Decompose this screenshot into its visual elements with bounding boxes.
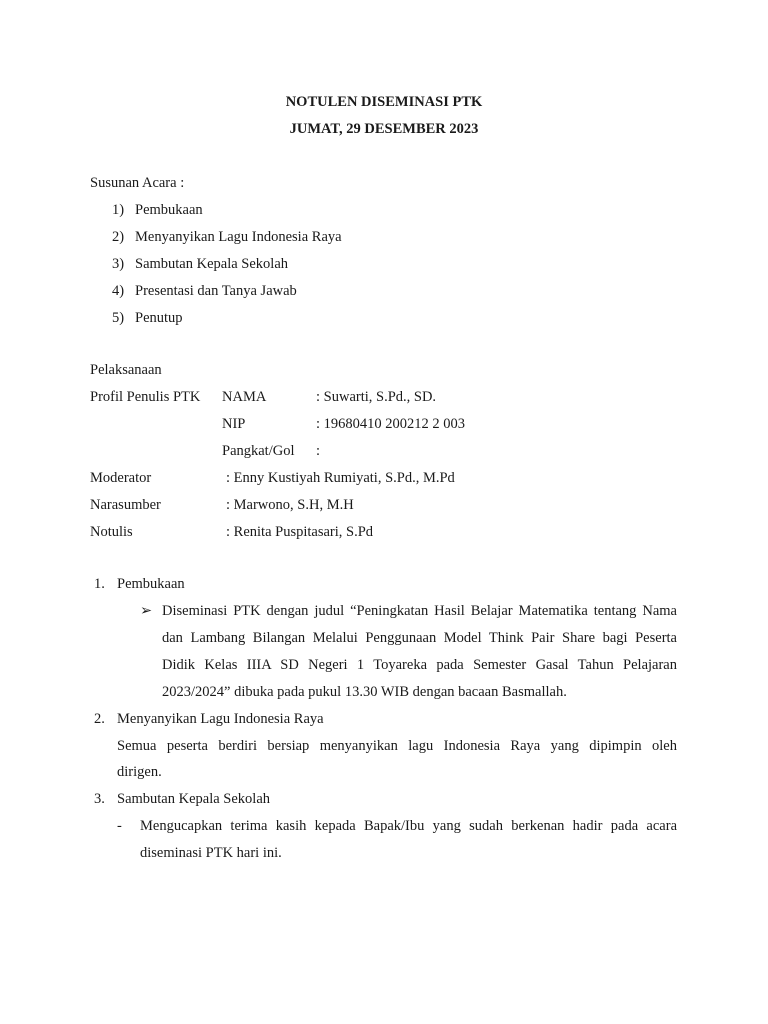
section-number: 3.: [94, 791, 105, 807]
agenda-item-text: Pembukaan: [135, 202, 203, 218]
section-paragraph-line: dirigen.: [117, 764, 162, 780]
section-title: Sambutan Kepala Sekolah: [117, 791, 271, 807]
agenda-item-number: 4): [112, 283, 125, 299]
agenda-item-number: 1): [112, 202, 125, 218]
profil-label: Profil Penulis PTK: [90, 389, 201, 405]
agenda-item-text: Presentasi dan Tanya Jawab: [135, 283, 297, 299]
nama-value: : Suwarti, S.Pd., SD.: [316, 389, 437, 405]
section-title: Menyanyikan Lagu Indonesia Raya: [117, 711, 324, 727]
dash-bullet-icon: -: [117, 818, 122, 834]
agenda-item-number: 3): [112, 256, 125, 272]
notulis-value: : Renita Puspitasari, S.Pd: [226, 524, 374, 540]
pelaksanaan-label: Pelaksanaan: [90, 362, 162, 378]
section-paragraph-line: Semua peserta berdiri bersiap menyanyikan lagu Indonesia Raya yang dipimpin oleh: [117, 738, 677, 754]
section-paragraph-line: dan Lambang Bilangan Melalui Penggunaan Model Think Pair Share bagi Peserta: [162, 630, 677, 646]
section-paragraph-line: Mengucapkan terima kasih kepada Bapak/Ibu yang sudah berkenan hadir pada acara: [140, 818, 677, 834]
agenda-item-text: Sambutan Kepala Sekolah: [135, 256, 289, 272]
narasumber-label: Narasumber: [90, 497, 161, 513]
notulis-label: Notulis: [90, 524, 133, 540]
arrow-bullet-icon: ➢: [140, 603, 153, 619]
narasumber-value: : Marwono, S.H, M.H: [226, 497, 354, 513]
pangkat-value: :: [316, 443, 321, 459]
pangkat-label: Pangkat/Gol: [222, 443, 295, 459]
section-paragraph-line: Diseminasi PTK dengan judul “Peningkatan Hasil Belajar Matematika tentang Nama: [162, 603, 677, 619]
section-paragraph-line: 2023/2024” dibuka pada pukul 13.30 WIB dengan bacaan Basmallah.: [162, 684, 567, 700]
agenda-item-text: Menyanyikan Lagu Indonesia Raya: [135, 229, 342, 245]
agenda-item-number: 2): [112, 229, 125, 245]
nip-value: : 19680410 200212 2 003: [316, 416, 466, 432]
nama-label: NAMA: [222, 389, 267, 405]
agenda-item-number: 5): [112, 310, 125, 326]
section-number: 1.: [94, 576, 105, 592]
section-paragraph-line: Didik Kelas IIIA SD Negeri 1 Toyareka pada Semester Gasal Tahun Pelajaran: [162, 657, 677, 673]
document-title: NOTULEN DISEMINASI PTK: [285, 94, 483, 110]
document-date: JUMAT, 29 DESEMBER 2023: [289, 121, 479, 137]
section-paragraph-line: diseminasi PTK hari ini.: [140, 845, 282, 861]
agenda-item-text: Penutup: [135, 310, 183, 326]
nip-label: NIP: [222, 416, 246, 432]
moderator-value: : Enny Kustiyah Rumiyati, S.Pd., M.Pd: [226, 470, 455, 486]
section-number: 2.: [94, 711, 105, 727]
agenda-label: Susunan Acara :: [90, 175, 185, 191]
moderator-label: Moderator: [90, 470, 152, 486]
section-title: Pembukaan: [117, 576, 185, 592]
